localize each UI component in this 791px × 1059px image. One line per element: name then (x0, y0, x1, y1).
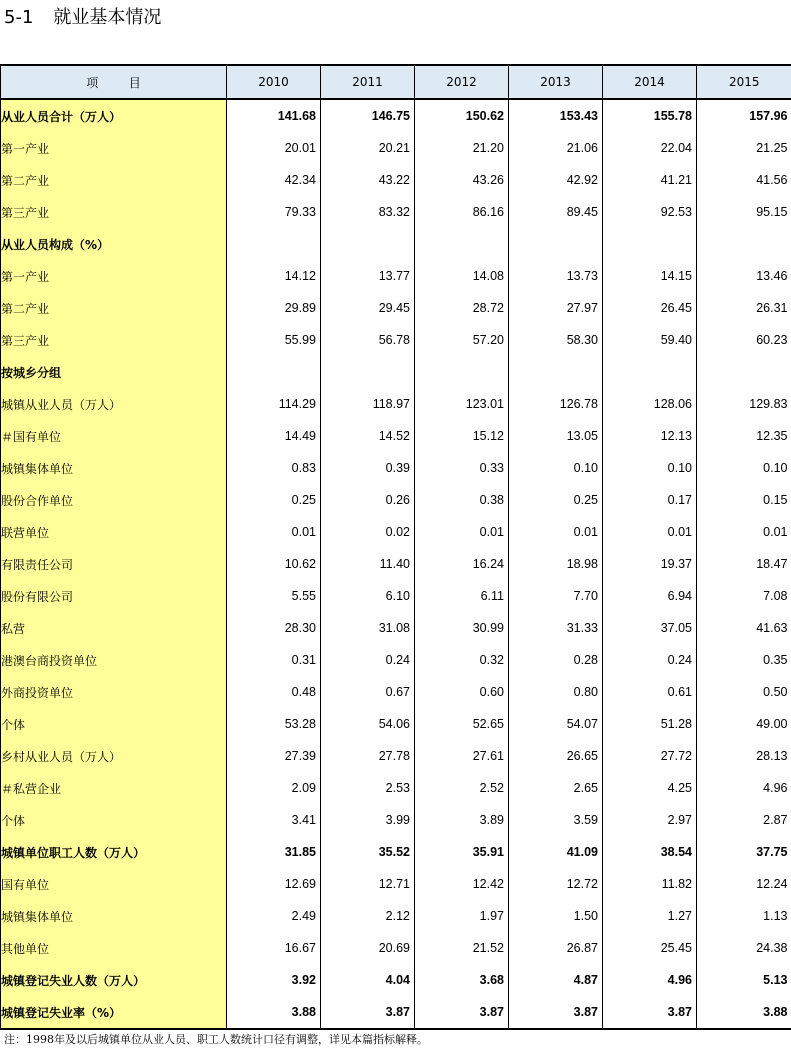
cell-2014: 128.06 (603, 388, 697, 420)
cell-2012: 0.60 (415, 676, 509, 708)
row-label: 个体 (1, 804, 227, 836)
table-row (1, 612, 791, 644)
cell-2011: 0.24 (321, 644, 415, 676)
cell-2014: 155.78 (603, 99, 697, 132)
cell-2014: 12.13 (603, 420, 697, 452)
row-label: 外商投资单位 (1, 676, 227, 708)
cell-2015: 0.01 (763, 525, 788, 539)
cell-2010: 3.92 (227, 964, 321, 996)
cell-2010: 42.34 (227, 164, 321, 196)
cell-2015: 21.25 (756, 141, 788, 155)
cell-2011: 27.78 (321, 740, 415, 772)
cell-2012: 0.01 (415, 516, 509, 548)
cell-2013: 0.01 (509, 516, 603, 548)
cell-2012: 21.52 (415, 932, 509, 964)
cell-2012: 3.68 (415, 964, 509, 996)
cell-2010: 55.99 (227, 324, 321, 356)
row-label: 股份有限公司 (1, 580, 227, 612)
cell-2011: 0.02 (321, 516, 415, 548)
header-year: 2013 (509, 65, 603, 99)
cell-2010: 16.67 (227, 932, 321, 964)
table-title: 就业基本情况 (53, 7, 162, 28)
cell-2013: 3.87 (509, 996, 603, 1029)
cell-2014: 0.24 (603, 644, 697, 676)
cell-2012: 21.20 (415, 132, 509, 164)
row-label: 城镇集体单位 (1, 452, 227, 484)
table-row (1, 836, 791, 868)
cell-2014: 3.87 (603, 996, 697, 1029)
cell-2013 (509, 228, 603, 260)
cell-2010: 2.09 (227, 772, 321, 804)
cell-2010: 31.85 (227, 836, 321, 868)
row-label: 联营单位 (1, 516, 227, 548)
cell-2013: 89.45 (509, 196, 603, 228)
cell-2013 (509, 356, 603, 388)
table-row (1, 740, 791, 772)
header-row (1, 65, 791, 99)
cell-2015: 37.75 (756, 845, 788, 859)
cell-2011: 12.71 (321, 868, 415, 900)
row-label: 股份合作单位 (1, 484, 227, 516)
row-label: 第一产业 (1, 260, 227, 292)
cell-2012 (415, 356, 509, 388)
cell-2013: 3.59 (509, 804, 603, 836)
cell-2015: 3.88 (697, 996, 791, 1029)
cell-2014: 11.82 (603, 868, 697, 900)
cell-2014: 92.53 (603, 196, 697, 228)
cell-2010: 12.69 (227, 868, 321, 900)
cell-2014: 0.17 (603, 484, 697, 516)
cell-2010: 5.55 (227, 580, 321, 612)
cell-2011: 11.40 (321, 548, 415, 580)
cell-2010: 20.01 (227, 132, 321, 164)
footnote: 注：1998年及以后城镇单位从业人员、职工人数统计口径有调整，详见本篇指标解释。 (4, 1033, 428, 1046)
cell-2013: 54.07 (509, 708, 603, 740)
cell-2011 (321, 228, 415, 260)
cell-2011: 56.78 (321, 324, 415, 356)
row-label: 第二产业 (1, 292, 227, 324)
cell-2011: 29.45 (321, 292, 415, 324)
cell-2011: 3.87 (321, 996, 415, 1029)
cell-2013: 153.43 (509, 99, 603, 132)
table-row (1, 99, 791, 132)
header-year: 2012 (415, 65, 509, 99)
row-label: 第三产业 (1, 324, 227, 356)
cell-2011: 83.32 (321, 196, 415, 228)
table-row (1, 932, 791, 964)
table-row (1, 996, 791, 1029)
row-label: 城镇登记失业率（%） (1, 996, 227, 1029)
cell-2010: 0.25 (227, 484, 321, 516)
row-label: 个体 (1, 708, 227, 740)
cell-2012: 43.26 (415, 164, 509, 196)
cell-2015: 4.96 (763, 781, 788, 795)
cell-2015: 2.87 (763, 813, 788, 827)
cell-2011: 13.77 (321, 260, 415, 292)
cell-2011: 20.69 (321, 932, 415, 964)
cell-2010: 114.29 (227, 388, 321, 420)
cell-2010: 3.41 (227, 804, 321, 836)
cell-2010: 28.30 (227, 612, 321, 644)
cell-2013: 27.97 (509, 292, 603, 324)
cell-2015: 26.31 (756, 301, 788, 315)
cell-2013: 2.65 (509, 772, 603, 804)
table-row (1, 804, 791, 836)
cell-2012: 0.32 (415, 644, 509, 676)
header-item: 项 目 (1, 65, 227, 99)
cell-2015: 0.15 (763, 493, 788, 507)
cell-2010: 79.33 (227, 196, 321, 228)
cell-2014: 6.94 (603, 580, 697, 612)
cell-2014: 26.45 (603, 292, 697, 324)
cell-2013: 0.28 (509, 644, 603, 676)
cell-2010 (227, 228, 321, 260)
table-row (1, 260, 791, 292)
cell-2011: 6.10 (321, 580, 415, 612)
row-label: 从业人员合计（万人） (1, 99, 227, 132)
cell-2013: 126.78 (509, 388, 603, 420)
table-row (1, 388, 791, 420)
header-year: 2010 (227, 65, 321, 99)
cell-2010: 0.48 (227, 676, 321, 708)
cell-2012: 12.42 (415, 868, 509, 900)
cell-2011: 0.67 (321, 676, 415, 708)
cell-2012: 30.99 (415, 612, 509, 644)
table-row (1, 132, 791, 164)
cell-2011 (321, 356, 415, 388)
cell-2012: 3.87 (415, 996, 509, 1029)
cell-2010: 0.01 (227, 516, 321, 548)
cell-2013: 0.80 (509, 676, 603, 708)
cell-2012: 123.01 (415, 388, 509, 420)
cell-2015: 28.13 (756, 749, 788, 763)
cell-2012: 14.08 (415, 260, 509, 292)
cell-2014: 51.28 (603, 708, 697, 740)
cell-2010: 14.12 (227, 260, 321, 292)
cell-2014: 0.10 (603, 452, 697, 484)
cell-2013: 18.98 (509, 548, 603, 580)
cell-2015 (697, 356, 791, 388)
cell-2013: 0.10 (509, 452, 603, 484)
cell-2014: 22.04 (603, 132, 697, 164)
cell-2011: 14.52 (321, 420, 415, 452)
cell-2010: 29.89 (227, 292, 321, 324)
table-row (1, 900, 791, 932)
cell-2015: 5.13 (763, 973, 788, 987)
table-row (1, 708, 791, 740)
row-label: 第二产业 (1, 164, 227, 196)
table-row (1, 356, 791, 388)
cell-2012: 86.16 (415, 196, 509, 228)
cell-2013: 21.06 (509, 132, 603, 164)
cell-2012: 35.91 (415, 836, 509, 868)
row-label: 城镇从业人员（万人） (1, 388, 227, 420)
cell-2011: 146.75 (321, 99, 415, 132)
table-row (1, 484, 791, 516)
table-row (1, 548, 791, 580)
cell-2014: 1.27 (603, 900, 697, 932)
cell-2015 (697, 228, 791, 260)
cell-2014: 25.45 (603, 932, 697, 964)
row-label: 其他单位 (1, 932, 227, 964)
cell-2014 (603, 228, 697, 260)
row-label: 从业人员构成（%） (1, 228, 227, 260)
row-label: 城镇单位职工人数（万人） (1, 836, 227, 868)
cell-2011: 0.39 (321, 452, 415, 484)
cell-2012: 57.20 (415, 324, 509, 356)
cell-2012: 1.97 (415, 900, 509, 932)
table-row (1, 164, 791, 196)
cell-2010: 0.31 (227, 644, 321, 676)
header-year: 2011 (321, 65, 415, 99)
cell-2014: 0.61 (603, 676, 697, 708)
cell-2012: 16.24 (415, 548, 509, 580)
row-label: 城镇集体单位 (1, 900, 227, 932)
cell-2012: 27.61 (415, 740, 509, 772)
row-label: 乡村从业人员（万人） (1, 740, 227, 772)
table-body (1, 99, 791, 1029)
cell-2014 (603, 356, 697, 388)
table-row (1, 452, 791, 484)
cell-2011: 43.22 (321, 164, 415, 196)
cell-2014: 4.96 (603, 964, 697, 996)
table-number: 5-1 (4, 7, 34, 28)
cell-2013: 26.65 (509, 740, 603, 772)
table-row (1, 772, 791, 804)
table-row (1, 324, 791, 356)
cell-2011: 54.06 (321, 708, 415, 740)
cell-2012: 28.72 (415, 292, 509, 324)
cell-2012: 15.12 (415, 420, 509, 452)
cell-2015: 129.83 (749, 397, 788, 411)
cell-2013: 26.87 (509, 932, 603, 964)
cell-2012: 150.62 (415, 99, 509, 132)
cell-2015: 95.15 (756, 205, 788, 219)
table-row (1, 964, 791, 996)
cell-2011: 118.97 (321, 388, 415, 420)
page-title (4, 4, 161, 32)
cell-2014: 14.15 (603, 260, 697, 292)
table-row (1, 676, 791, 708)
cell-2011: 3.99 (321, 804, 415, 836)
cell-2015: 12.35 (756, 429, 788, 443)
cell-2014: 0.01 (603, 516, 697, 548)
cell-2013: 31.33 (509, 612, 603, 644)
cell-2013: 12.72 (509, 868, 603, 900)
cell-2013: 4.87 (509, 964, 603, 996)
cell-2015: 60.23 (756, 333, 788, 347)
cell-2015: 1.13 (763, 909, 788, 923)
cell-2015: 24.38 (756, 941, 788, 955)
table-row (1, 228, 791, 260)
cell-2011: 4.04 (321, 964, 415, 996)
cell-2014: 59.40 (603, 324, 697, 356)
cell-2013: 7.70 (509, 580, 603, 612)
cell-2015: 41.63 (756, 621, 788, 635)
header-year: 2015 (697, 65, 791, 99)
cell-2010: 10.62 (227, 548, 321, 580)
table-row (1, 516, 791, 548)
cell-2012: 2.52 (415, 772, 509, 804)
cell-2014: 38.54 (603, 836, 697, 868)
cell-2014: 27.72 (603, 740, 697, 772)
row-label: 按城乡分组 (1, 356, 227, 388)
cell-2015: 7.08 (763, 589, 788, 603)
cell-2011: 20.21 (321, 132, 415, 164)
cell-2015: 0.50 (763, 685, 788, 699)
cell-2011: 2.12 (321, 900, 415, 932)
cell-2015: 0.35 (763, 653, 788, 667)
table-row (1, 420, 791, 452)
cell-2011: 35.52 (321, 836, 415, 868)
table-row (1, 580, 791, 612)
cell-2012: 0.33 (415, 452, 509, 484)
row-label: 城镇登记失业人数（万人） (1, 964, 227, 996)
cell-2015: 0.10 (763, 461, 788, 475)
cell-2015: 49.00 (756, 717, 788, 731)
cell-2010: 53.28 (227, 708, 321, 740)
cell-2015: 41.56 (756, 173, 788, 187)
cell-2015: 157.96 (749, 109, 788, 123)
cell-2010: 27.39 (227, 740, 321, 772)
cell-2012: 52.65 (415, 708, 509, 740)
cell-2012: 0.38 (415, 484, 509, 516)
table-row (1, 644, 791, 676)
cell-2012: 6.11 (415, 580, 509, 612)
employment-table (0, 64, 791, 1030)
cell-2010: 141.68 (227, 99, 321, 132)
header-year: 2014 (603, 65, 697, 99)
cell-2013: 0.25 (509, 484, 603, 516)
cell-2012: 3.89 (415, 804, 509, 836)
cell-2015: 13.46 (756, 269, 788, 283)
cell-2010: 0.83 (227, 452, 321, 484)
cell-2013: 58.30 (509, 324, 603, 356)
row-label: 有限责任公司 (1, 548, 227, 580)
table-row (1, 196, 791, 228)
cell-2012 (415, 228, 509, 260)
cell-2010: 2.49 (227, 900, 321, 932)
cell-2014: 41.21 (603, 164, 697, 196)
cell-2010: 14.49 (227, 420, 321, 452)
row-label: 港澳台商投资单位 (1, 644, 227, 676)
row-label: 国有单位 (1, 868, 227, 900)
row-label: 私营 (1, 612, 227, 644)
table-row (1, 292, 791, 324)
cell-2013: 42.92 (509, 164, 603, 196)
cell-2011: 0.26 (321, 484, 415, 516)
cell-2014: 37.05 (603, 612, 697, 644)
cell-2013: 13.73 (509, 260, 603, 292)
cell-2011: 2.53 (321, 772, 415, 804)
cell-2013: 1.50 (509, 900, 603, 932)
row-label: 第一产业 (1, 132, 227, 164)
row-label: ＃私营企业 (1, 772, 227, 804)
cell-2014: 2.97 (603, 804, 697, 836)
row-label: ＃国有单位 (1, 420, 227, 452)
cell-2015: 12.24 (756, 877, 788, 891)
cell-2013: 41.09 (509, 836, 603, 868)
cell-2014: 4.25 (603, 772, 697, 804)
cell-2014: 19.37 (603, 548, 697, 580)
cell-2015: 18.47 (756, 557, 788, 571)
cell-2010: 3.88 (227, 996, 321, 1029)
cell-2011: 31.08 (321, 612, 415, 644)
table-row (1, 868, 791, 900)
cell-2013: 13.05 (509, 420, 603, 452)
row-label: 第三产业 (1, 196, 227, 228)
cell-2010 (227, 356, 321, 388)
